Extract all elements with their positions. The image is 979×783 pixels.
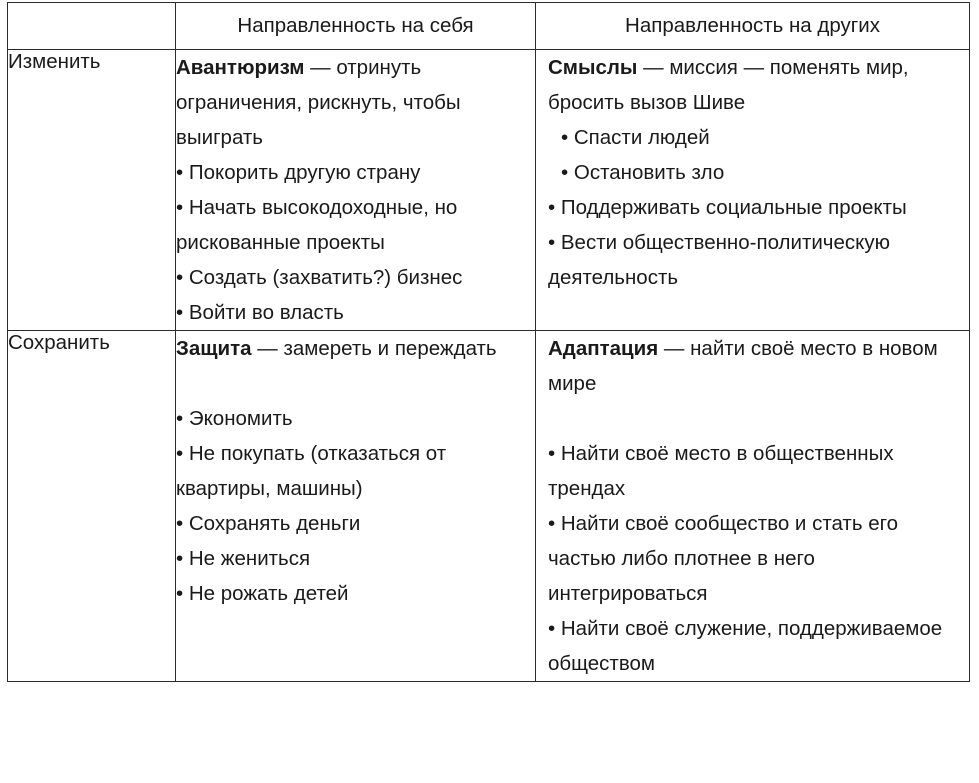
table-row	[8, 331, 970, 682]
column-header-others: Направленность на других	[536, 3, 970, 50]
list-item: • Начать высокодоходные, но рискованные проекты	[176, 196, 458, 254]
cell-blank-line	[548, 401, 969, 436]
list-item: • Вести общественно-политическую деятельность	[548, 231, 890, 289]
cell-preserve-others	[536, 331, 970, 682]
list-item: • Сохранять деньги	[176, 512, 361, 535]
table-corner-cell	[8, 3, 176, 50]
cell-term: Адаптация	[548, 337, 659, 360]
cell-change-self	[176, 50, 536, 331]
cell-intro	[176, 50, 535, 155]
cell-bullet-list	[176, 155, 535, 330]
list-item: • Не покупать (отказаться от квартиры, машины)	[176, 442, 447, 500]
cell-term: Защита	[176, 337, 252, 360]
cell-intro-rest: — найти своё место в новом мире	[548, 337, 938, 395]
cell-intro-rest: — отринуть ограничения, рискнуть, чтобы выиграть	[176, 56, 461, 149]
table-header-row	[8, 3, 970, 50]
list-item: • Войти во власть	[176, 301, 344, 324]
cell-term: Смыслы	[548, 56, 638, 79]
row-label-preserve: Сохранить	[8, 331, 176, 682]
list-item: • Экономить	[176, 407, 293, 430]
column-header-self: Направленность на себя	[176, 3, 536, 50]
list-item: • Не рожать детей	[176, 582, 349, 605]
list-item: • Найти своё сообщество и стать его частью либо плотнее в него интегрироваться	[548, 512, 899, 605]
cell-intro-rest: — миссия — поменять мир, бросить вызов Шиве	[548, 56, 909, 114]
cell-intro	[176, 331, 535, 366]
cell-blank-line	[176, 366, 535, 401]
list-item: • Поддерживать социальные проекты	[548, 196, 907, 219]
cell-bullet-list	[548, 120, 969, 295]
list-item: • Остановить зло	[561, 161, 725, 184]
cell-bullet-list	[176, 401, 535, 611]
cell-body	[548, 331, 969, 681]
cell-intro	[548, 331, 969, 401]
list-item: • Создать (захватить?) бизнес	[176, 266, 463, 289]
list-item: • Спасти людей	[561, 126, 710, 149]
list-item: • Найти своё служение, поддерживаемое обществом	[548, 617, 943, 675]
cell-intro	[548, 50, 969, 120]
list-item: • Найти своё место в общественных трендах	[548, 442, 894, 500]
cell-preserve-self	[176, 331, 536, 682]
list-item: • Не жениться	[176, 547, 311, 570]
cell-body	[548, 50, 969, 295]
cell-term: Авантюризм	[176, 56, 305, 79]
cell-intro-rest: — замереть и переждать	[251, 337, 497, 360]
table-row	[8, 50, 970, 331]
cell-body	[176, 331, 535, 611]
list-item: • Покорить другую страну	[176, 161, 421, 184]
cell-change-others	[536, 50, 970, 331]
row-label-change: Изменить	[8, 50, 176, 331]
cell-body	[176, 50, 535, 330]
strategy-matrix-table	[7, 2, 970, 682]
cell-bullet-list	[548, 436, 969, 681]
